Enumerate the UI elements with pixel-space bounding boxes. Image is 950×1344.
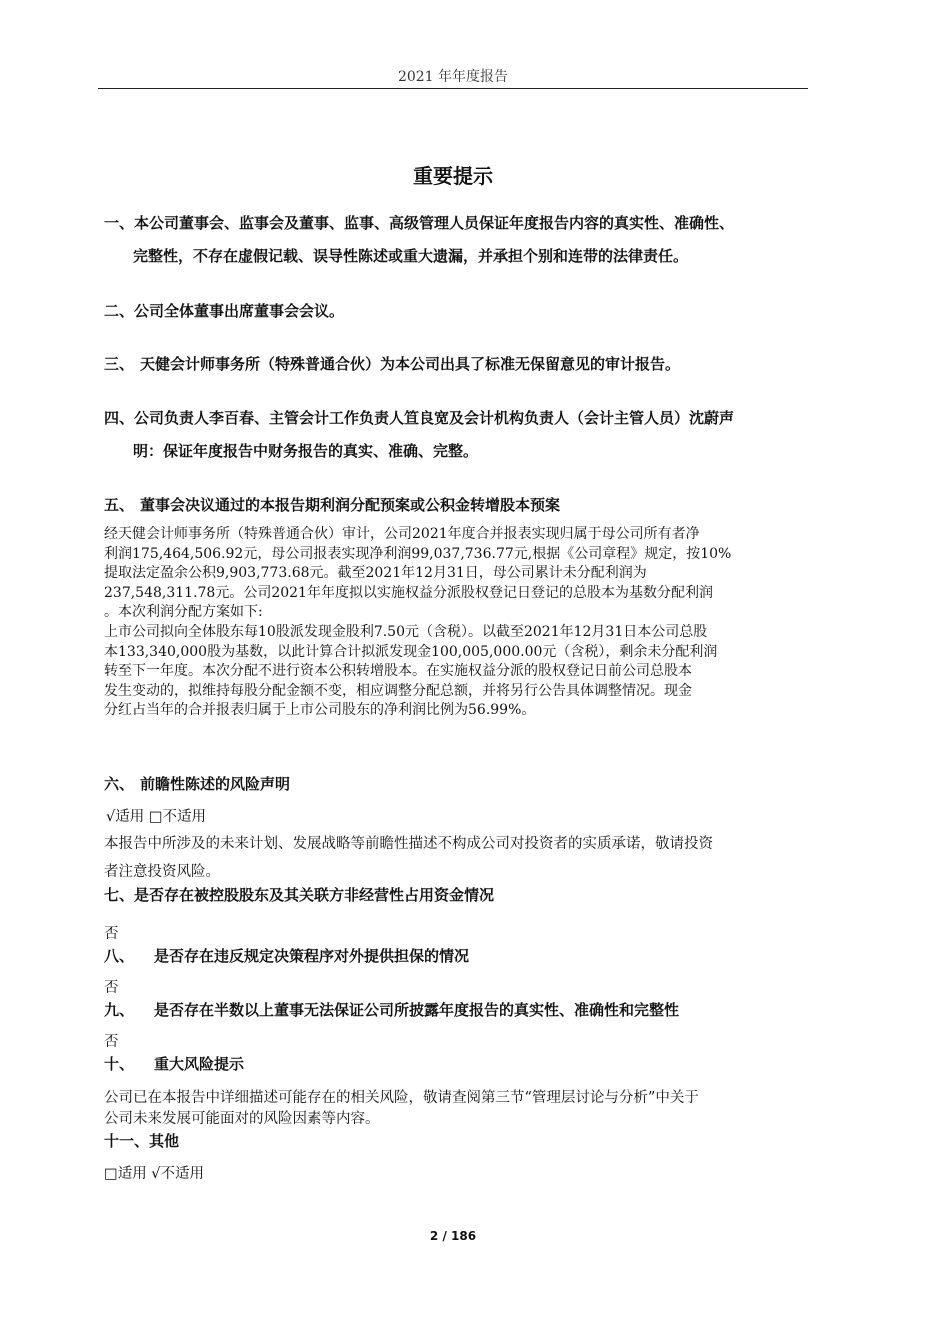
item-6-line-2: 者注意投资风险。: [104, 864, 220, 880]
item-6-title: 前瞻性陈述的风险声明: [140, 775, 291, 793]
item-5-body-line: 上市公司拟向全体股东每10股派发现金股利7.50元（含税）。以截至2021年12月31日本公司总股: [104, 623, 708, 640]
item-11-applicable: □适用 √不适用: [104, 1166, 205, 1182]
item-6-num: 六、: [104, 775, 135, 793]
item-5-heading: [104, 494, 810, 515]
item-1-line-2: 完整性，不存在虚假记载、误导性陈述或重大遗漏，并承担个别和连带的法律责任。: [133, 247, 689, 265]
item-5-num: 五、: [104, 496, 135, 514]
item-10-line-2: 公司未来发展可能面对的风险因素等内容。: [104, 1111, 380, 1127]
item-10-heading: [104, 1053, 810, 1074]
item-8-heading: [104, 945, 810, 966]
item-1-line-1: 一、本公司董事会、监事会及董事、监事、高级管理人员保证年度报告内容的真实性、准确性、: [104, 214, 735, 232]
item-5-title: 董事会决议通过的本报告期利润分配预案或公积金转增股本预案: [140, 496, 561, 514]
item-4-line-1: 四、公司负责人李百春、主管会计工作负责人笪良宽及会计机构负责人（会计主管人员）沈蔚声: [104, 409, 735, 427]
item-9-heading: [104, 999, 810, 1020]
item-5-body-line: 转至下一年度。本次分配不进行资本公积转增股本。在实施权益分派的股权登记日前公司总股本: [104, 663, 692, 680]
item-11-heading: 十一、其他: [104, 1132, 180, 1150]
item-8-num: 八、: [104, 947, 135, 965]
header-divider: [98, 88, 808, 89]
item-9-answer: 否: [104, 1034, 119, 1050]
item-9-num: 九、: [104, 1001, 135, 1019]
item-7-answer: 否: [104, 926, 119, 942]
item-3: [104, 353, 810, 374]
item-6-line-1: 本报告中所涉及的未来计划、发展战略等前瞻性描述不构成公司对投资者的实质承诺，敬请投资: [104, 836, 713, 852]
item-10-num: 十、: [104, 1055, 135, 1073]
item-3-num: 三、: [104, 355, 135, 373]
item-5-body-line: 经天健会计师事务所（特殊普通合伙）审计，公司2021年度合并报表实现归属于母公司所有者净: [104, 526, 700, 542]
page-header: 2021 年年度报告: [397, 69, 509, 85]
item-10-title: 重大风险提示: [154, 1055, 245, 1073]
page-number: 2 / 186: [429, 1229, 477, 1243]
item-9-title: 是否存在半数以上董事无法保证公司所披露年度报告的真实性、准确性和完整性: [154, 1001, 680, 1019]
page-title: 重要提示: [413, 164, 493, 188]
item-8-title: 是否存在违反规定决策程序对外提供担保的情况: [154, 947, 470, 965]
item-5-body-line: 237,548,311.78元。公司2021年年度拟以实施权益分派股权登记日登记的总股本为基数分配利润: [104, 584, 713, 601]
item-5-body: [104, 525, 808, 721]
item-5-body-line: 分红占当年的合并报表归属于上市公司股东的净利润比例为56.99%。: [104, 702, 536, 719]
item-5-body-line: 提取法定盈余公积9,903,773.68元。截至2021年12月31日，母公司累计未分配利润为: [104, 565, 647, 582]
item-7-heading: 七、是否存在被控股股东及其关联方非经营性占用资金情况: [104, 886, 495, 904]
item-6-heading: [104, 773, 810, 794]
item-8-answer: 否: [104, 980, 119, 996]
item-6-applicable: √适用 □不适用: [106, 809, 207, 825]
item-10-line-1: 公司已在本报告中详细描述可能存在的相关风险，敬请查阅第三节“管理层讨论与分析”中关于: [104, 1090, 699, 1106]
item-5-body-line: 发生变动的，拟维持每股分配金额不变，相应调整分配总额，并将另行公告具体调整情况。现金: [104, 682, 692, 699]
item-4-line-2: 明：保证年度报告中财务报告的真实、准确、完整。: [133, 442, 479, 460]
item-5-body-line: 利润175,464,506.92元，母公司报表实现净利润99,037,736.77元,根据《公司章程》规定，按10%: [104, 545, 732, 562]
item-2: 二、公司全体董事出席董事会会议。: [104, 302, 345, 320]
item-3-text: 天健会计师事务所（特殊普通合伙）为本公司出具了标准无保留意见的审计报告。: [140, 355, 681, 373]
item-5-body-line: 本133,340,000股为基数，以此计算合计拟派发现金100,005,000.00元（含税），剩余未分配利润: [104, 643, 718, 660]
item-5-body-line: 。本次利润分配方案如下:: [104, 604, 263, 621]
